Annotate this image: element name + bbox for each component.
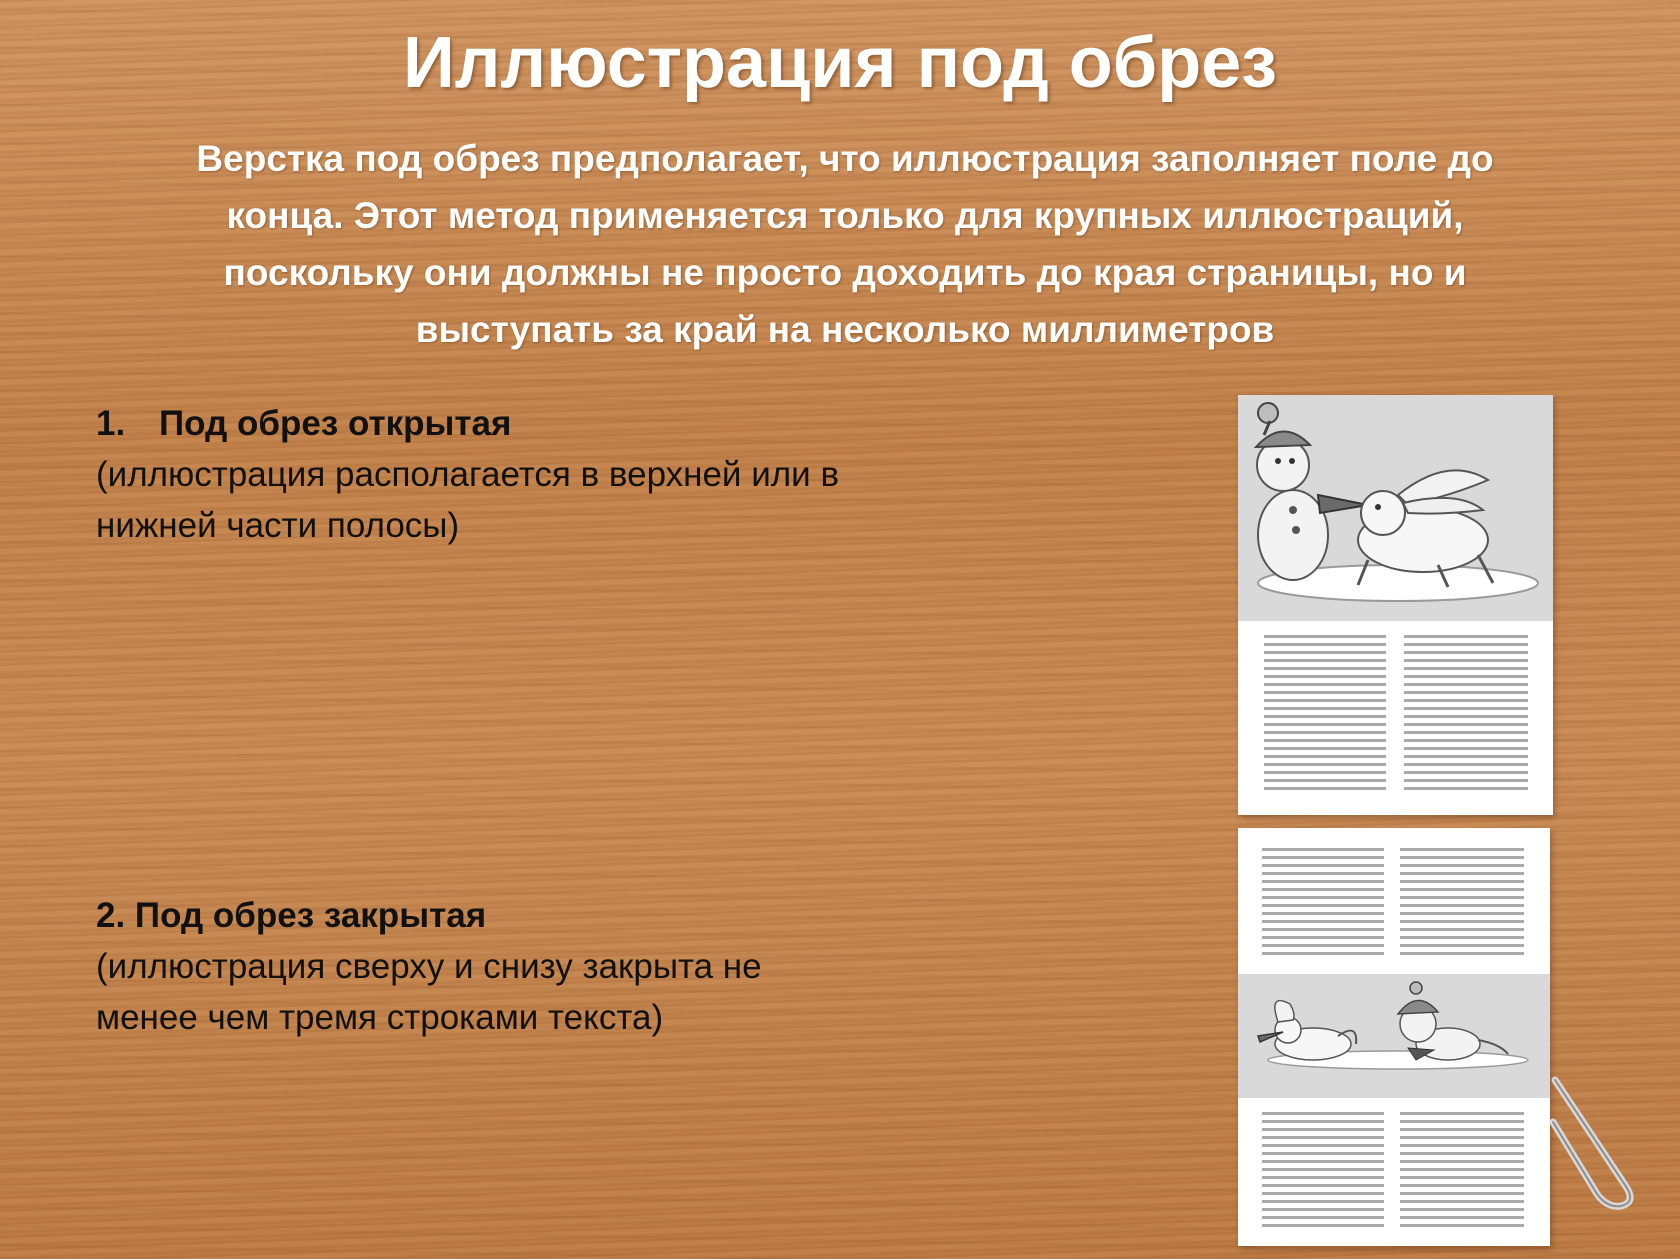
list-item-description: (иллюстрация сверху и снизу закрыта не менее чем тремя строками текста): [96, 947, 762, 1037]
page-mockup-open: [1238, 395, 1553, 815]
list-item-heading: 2. Под обрез закрытая: [96, 896, 487, 935]
list-item-closed-bleed: [96, 890, 856, 1043]
list-item-open-bleed: [96, 398, 856, 551]
snowman-rabbit-cartoon-icon: [1238, 974, 1550, 1098]
page-mockup-closed: [1238, 828, 1550, 1246]
text-columns: [1262, 848, 1526, 960]
illustration-area: [1238, 395, 1553, 621]
list-item-heading-text: Под обрез открытая: [159, 404, 512, 443]
list-item-description: (иллюстрация располагается в верхней или в нижней части полосы): [96, 455, 840, 545]
text-columns: [1264, 635, 1530, 795]
text-column: [1400, 848, 1524, 960]
illustration-area: [1238, 974, 1550, 1098]
text-column: [1262, 1112, 1384, 1228]
list-item-heading: [96, 398, 856, 449]
text-column: [1404, 635, 1528, 795]
paperclip-icon: [1545, 1060, 1655, 1210]
slide-title: Иллюстрация под обрез: [402, 23, 1278, 103]
text-column: [1400, 1112, 1524, 1228]
text-columns: [1262, 1112, 1526, 1228]
list-item-number: 1.: [96, 404, 126, 443]
text-column: [1262, 848, 1384, 960]
snowman-rabbit-cartoon-icon: [1238, 395, 1553, 621]
text-column: [1264, 635, 1386, 795]
slide-intro-text: Верстка под обрез предполагает, что иллюстрация заполняет поле до конца. Этот метод применяется только для крупных иллюстраций, поскольку они должны не просто доходить до края страницы, но и выступать за край на несколько миллиметров: [196, 138, 1494, 350]
